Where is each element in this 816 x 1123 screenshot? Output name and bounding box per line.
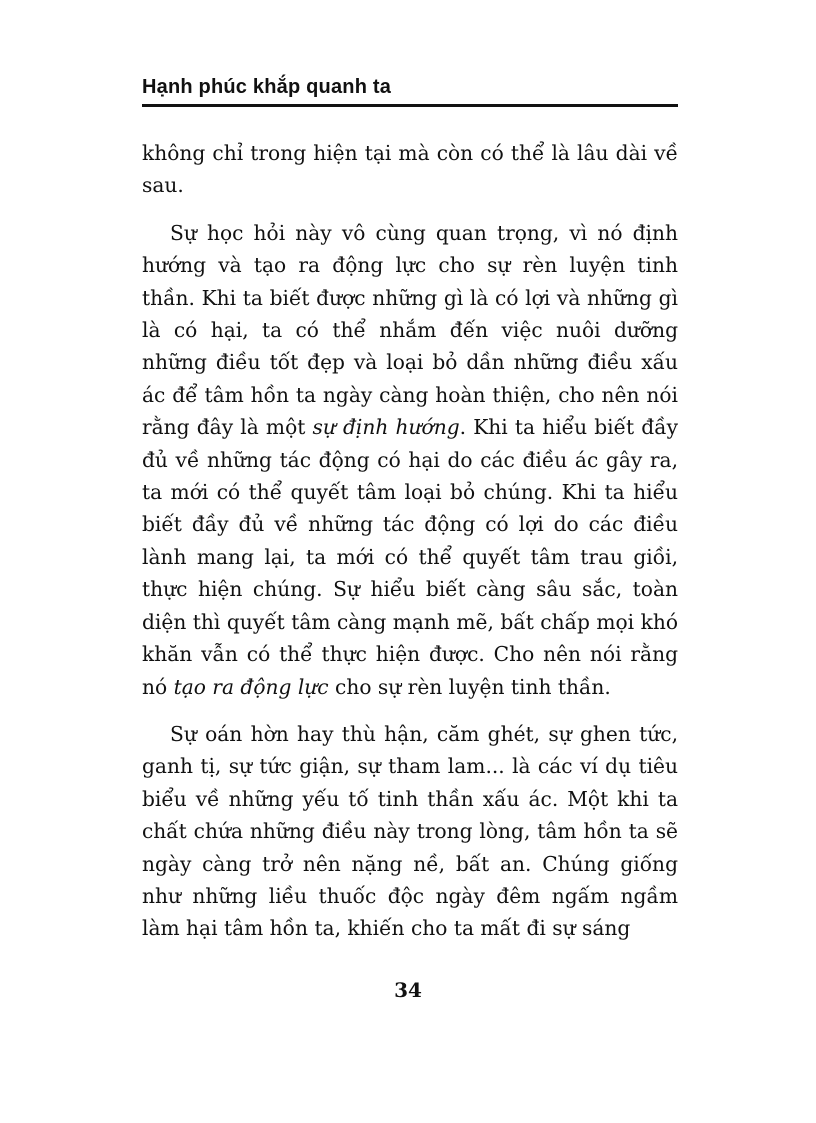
paragraph-1: không chỉ trong hiện tại mà còn có thể là lâu dài về sau. — [142, 141, 678, 198]
header-rule — [142, 104, 678, 107]
paragraph-2-part-a: Sự học hỏi này vô cùng quan trọng, vì nó định hướng và tạo ra động lực cho sự rèn luyện tinh thần. Khi ta biết được những gì là có lợi và những gì là có hại, ta có thể nhắm đến việc nuôi dưỡng những điều tốt đẹp và loại bỏ dần những điều xấu ác để tâm hồn ta ngày càng hoàn thiện, cho nên nói rằng đây là một — [142, 220, 678, 440]
paragraph-3: Sự oán hờn hay thù hận, căm ghét, sự ghen tức, ganh tị, sự tức giận, sự tham lam... là các ví dụ tiêu biểu về những yếu tố tinh thần xấu ác. Một khi ta chất chứa những điều này trong lòng, tâm hồn ta sẽ ngày càng trở nên nặng nề, bất an. Chúng giống như những liều thuốc độc ngày đêm ngấm ngầm làm hại tâm hồn ta, khiến cho ta mất đi sự sáng — [142, 721, 678, 941]
paragraph-2-part-c: cho sự rèn luyện tinh thần. — [328, 674, 611, 699]
paragraph-2-part-b: . Khi ta hiểu biết đầy đủ về những tác động có hại do các điều ác gây ra, ta mới có thể quyết tâm loại bỏ chúng. Khi ta hiểu biết đầy đủ về những tác động có lợi do các điều lành mang lại, ta mới có thể quyết tâm trau giồi, thực hiện chúng. Sự hiểu biết càng sâu sắc, toàn diện thì quyết tâm càng mạnh mẽ, bất chấp mọi khó khăn vẫn có thể thực hiện được. Cho nên nói rằng nó — [142, 415, 678, 699]
paragraph-2 — [142, 217, 678, 703]
emphasis-tao-ra-dong-luc: tạo ra động lực — [173, 674, 329, 699]
body-text — [142, 137, 678, 960]
emphasis-su-dinh-huong: sự định hướng — [312, 415, 460, 440]
page-number: 34 — [394, 978, 422, 1002]
running-head-title: Hạnh phúc khắp quanh ta — [142, 76, 392, 98]
